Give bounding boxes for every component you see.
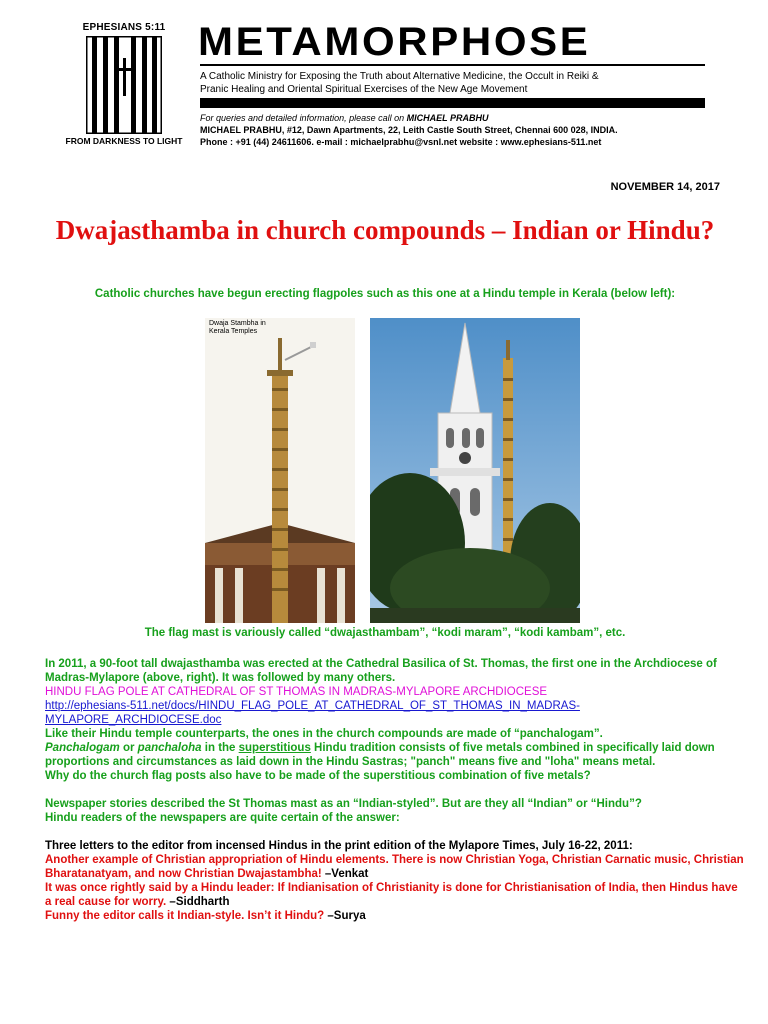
logo-title: EPHESIANS 5:11 — [82, 22, 166, 33]
paragraph-question: Why do the church flag posts also have to be made of the superstitious combination of five metals? — [45, 770, 591, 782]
related-article-heading: HINDU FLAG POLE AT CATHEDRAL OF ST THOMAS IN MADRAS-MYLAPORE ARCHDIOCESE — [45, 686, 548, 698]
tagline-line-1: A Catholic Ministry for Exposing the Truth about Alternative Medicine, the Occult in Reiki & — [200, 71, 599, 82]
term-panchalogam: Panchalogam — [45, 742, 120, 754]
masthead-rule — [200, 64, 705, 66]
contact-name: MICHAEL PRABHU — [406, 113, 489, 123]
paragraph-panchaloha-definition — [45, 741, 745, 769]
text-fragment: Hindu tradition consists of five metals combined in specifically laid down proportions and circumstances as laid down in the Hindu Sastras; "panch" means five and "loha" means metal. — [45, 742, 715, 768]
term-panchaloha: panchaloha — [137, 742, 202, 754]
letters-intro: Three letters to the editor from incensed Hindus in the print edition of the Mylapore Times, July 16-22, 2011: — [45, 840, 633, 852]
letter-text: Another example of Christian appropriation of Hindu elements. There is now Christian Yoga, Christian Carnatic music, Christian Bharatanatyam, and now Christian Dwajastambha! — [45, 854, 744, 880]
logo-motto: FROM DARKNESS TO LIGHT — [65, 136, 183, 146]
cathedral-flagpole-photo — [370, 318, 580, 623]
spacer — [45, 783, 745, 797]
letter-signature: –Siddharth — [166, 896, 230, 908]
paragraph-newspaper: Newspaper stories described the St Thomas mast as an “Indian-styled”. But are they all “Indian” or “Hindu”? — [45, 798, 642, 810]
photo-caption: The flag mast is variously called “dwajasthambam”, “kodi maram”, “kodi kambam”, etc. — [144, 627, 626, 639]
tagline-line-2: Pranic Healing and Oriental Spiritual Exercises of the New Age Movement — [200, 84, 528, 95]
masthead-thick-rule — [200, 98, 705, 108]
letter-siddharth — [45, 881, 745, 909]
spacer — [45, 825, 745, 839]
paragraph-readers: Hindu readers of the newspapers are quite certain of the answer: — [45, 812, 400, 824]
letter-surya — [45, 909, 745, 923]
contact-query: For queries and detailed information, please call on — [200, 113, 405, 123]
issue-date: NOVEMBER 14, 2017 — [610, 181, 720, 193]
letter-signature: –Venkat — [321, 868, 369, 880]
ministry-logo — [60, 22, 188, 154]
text-fragment: in the — [201, 742, 239, 754]
paragraph-panchalogam: Like their Hindu temple counterparts, the ones in the church compounds are made of “panchalogam”. — [45, 728, 603, 740]
prison-bars-cross-icon — [86, 36, 162, 134]
newsletter-title: METAMORPHOSE — [198, 20, 591, 64]
contact-block — [200, 112, 720, 148]
letter-signature: –Surya — [324, 910, 366, 922]
photo-label: Dwaja Stambha in Kerala Temples — [209, 320, 266, 335]
article-headline: Dwajasthamba in church compounds – Indian or Hindu? — [55, 215, 715, 245]
intro-text: Catholic churches have begun erecting flagpoles such as this one at a Hindu temple in Kerala (below left): — [94, 288, 676, 300]
article-body — [45, 657, 745, 923]
term-superstitious: superstitious — [238, 742, 311, 754]
contact-phone-line: Phone : +91 (44) 24611606. e-mail : michaelprabhu@vsnl.net website : www.ephesians-511.net — [200, 137, 602, 147]
letter-text: Funny the editor calls it Indian-style. Isn’t it Hindu? — [45, 910, 325, 922]
text-fragment: or — [119, 742, 138, 754]
kerala-temple-flagpole-photo — [205, 318, 355, 623]
contact-address: MICHAEL PRABHU, #12, Dawn Apartments, 22, Leith Castle South Street, Chennai 600 028, INDIA. — [200, 125, 618, 135]
paragraph-cathedral: In 2011, a 90-foot tall dwajasthamba was erected at the Cathedral Basilica of St. Thomas, the first one in the Archdiocese of Madras-Mylapore (above, right). It was followed by many others. — [45, 658, 717, 684]
letter-venkat — [45, 853, 745, 881]
related-article-link[interactable]: http://ephesians-511.net/docs/HINDU_FLAG_POLE_AT_CATHEDRAL_OF_ST_THOMAS_IN_MADRAS-MYLAPORE_ARCHDIOCESE.doc — [45, 700, 580, 726]
letter-text: It was once rightly said by a Hindu leader: If Indianisation of Christianity is done for Christianisation of India, then Hindus have a real cause for worry. — [45, 882, 738, 908]
masthead-tagline — [200, 70, 710, 96]
